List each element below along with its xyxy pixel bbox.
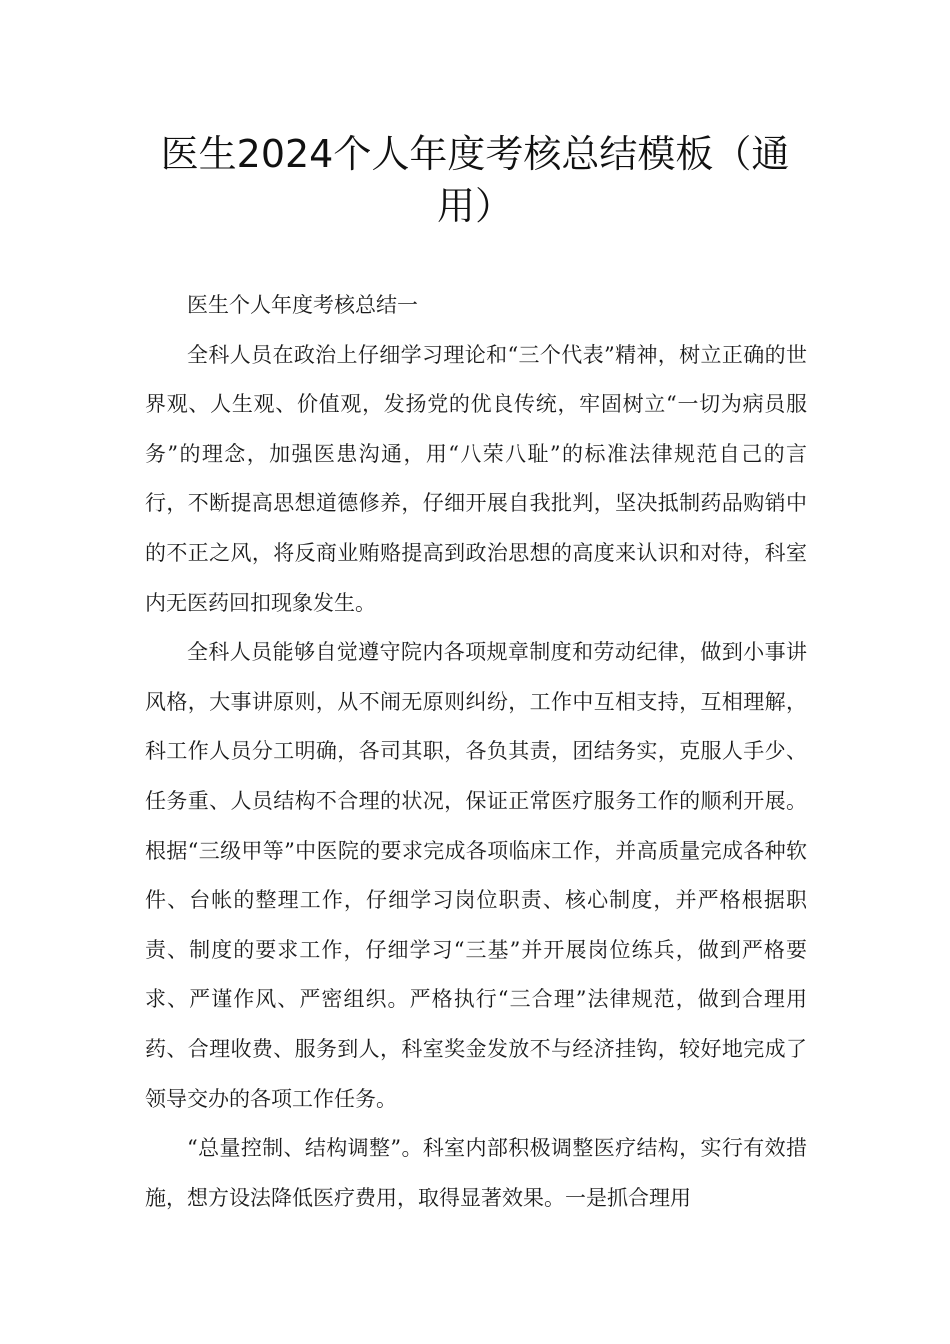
section-heading: 医生个人年度考核总结一 <box>187 293 418 317</box>
paragraph-1: 全科人员在政治上仔细学习理论和“三个代表”精神，树立正确的世界观、人生观、价值观，发扬党的优良传统，牢固树立“一切为病员服务”的理念，加强医患沟通，用“八荣八耻”的标准法律规范自己的言行，不断提高思想道德修养，仔细开展自我批判，坚决抵制药品购销中的不正之风，将反商业贿赂提高到政治思想的高度来认识和对待，科室内无医药回扣现象发生。 <box>145 342 807 615</box>
paragraph-3: “总量控制、结构调整”。科室内部积极调整医疗结构，实行有效措施，想方设法降低医疗费用，取得显著效果。一是抓合理用 <box>145 1136 807 1210</box>
document-body <box>145 281 807 1223</box>
paragraph-2: 全科人员能够自觉遵守院内各项规章制度和劳动纪律，做到小事讲风格，大事讲原则，从不闹无原则纠纷，工作中互相支持，互相理解，科工作人员分工明确，各司其职，各负其责，团结务实，克服人手少、任务重、人员结构不合理的状况，保证正常医疗服务工作的顺利开展。根据“三级甲等”中医院的要求完成各项临床工作，并高质量完成各种软件、台帐的整理工作，仔细学习岗位职责、核心制度，并严格根据职责、制度的要求工作，仔细学习“三基”并开展岗位练兵，做到严格要求、严谨作风、严密组织。严格执行“三合理”法律规范，做到合理用药、合理收费、服务到人，科室奖金发放不与经济挂钩，较好地完成了领导交办的各项工作任务。 <box>145 640 807 1111</box>
document-title: 医生2024个人年度考核总结模板（通用） <box>160 132 790 228</box>
